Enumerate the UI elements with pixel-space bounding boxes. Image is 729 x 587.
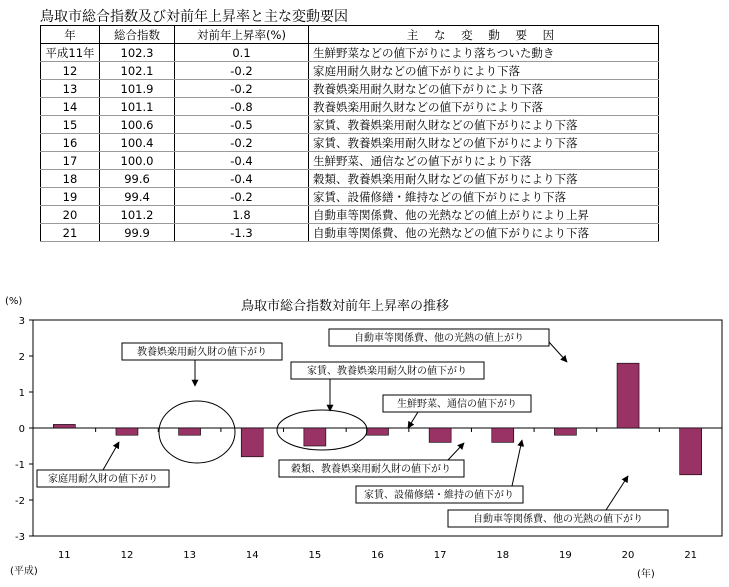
cell-index: 100.6 bbox=[100, 116, 175, 134]
cell-rate: -0.2 bbox=[175, 188, 309, 206]
cell-factor: 自動車等関係費、他の光熱などの値下がりにより下落 bbox=[309, 224, 659, 242]
bar-18 bbox=[492, 428, 514, 442]
cell-factor: 生鮮野菜、通信などの値下がりにより下落 bbox=[309, 152, 659, 170]
cell-rate: 0.1 bbox=[175, 44, 309, 62]
table-row bbox=[41, 80, 659, 98]
header-year: 年 bbox=[41, 26, 100, 44]
cell-factor: 家賃、設備修繕・維持などの値下がりにより下落 bbox=[309, 188, 659, 206]
cell-year: 17 bbox=[41, 152, 100, 170]
bar-13 bbox=[179, 428, 201, 435]
table-row bbox=[41, 206, 659, 224]
cell-index: 100.4 bbox=[100, 134, 175, 152]
callout-18 bbox=[279, 443, 464, 477]
cell-factor: 自動車等関係費、他の光熱などの値上がりにより上昇 bbox=[309, 206, 659, 224]
y-tick-label: -1 bbox=[15, 460, 25, 471]
cell-factor: 穀類、教養娯楽用耐久財などの値下がりにより下落 bbox=[309, 170, 659, 188]
price-index-table bbox=[40, 25, 659, 242]
header-rate: 対前年上昇率(%) bbox=[175, 26, 309, 44]
cell-year: 20 bbox=[41, 206, 100, 224]
x-axis-unit-right: (年) bbox=[637, 569, 655, 580]
bar-16 bbox=[367, 428, 389, 435]
table-row bbox=[41, 98, 659, 116]
cell-year: 19 bbox=[41, 188, 100, 206]
cell-year: 13 bbox=[41, 80, 100, 98]
x-tick-label: 11 bbox=[57, 550, 71, 561]
cell-factor: 教養娯楽用耐久財などの値下がりにより下落 bbox=[309, 80, 659, 98]
cell-rate: -0.8 bbox=[175, 98, 309, 116]
cell-factor: 生鮮野菜などの値下がりにより落ちついた動き bbox=[309, 44, 659, 62]
bar-20 bbox=[617, 363, 639, 428]
callout-text: 家庭用耐久財の値下がり bbox=[48, 474, 158, 485]
callout-text: 生鮮野菜、通信の値下がり bbox=[397, 399, 517, 410]
cell-index: 101.1 bbox=[100, 98, 175, 116]
y-tick-label: 2 bbox=[18, 352, 25, 363]
cell-rate: -0.4 bbox=[175, 170, 309, 188]
callout-text: 穀類、教養娯楽用耐久財の値下がり bbox=[291, 464, 451, 475]
table-title: 鳥取市総合指数及び対前年上昇率と主な変動要因 bbox=[40, 9, 348, 25]
bar-17 bbox=[429, 428, 451, 442]
callout-arrow bbox=[549, 342, 567, 362]
cell-index: 100.0 bbox=[100, 152, 175, 170]
x-tick-label: 18 bbox=[496, 550, 510, 561]
callout-13-14 bbox=[122, 343, 282, 386]
cell-index: 101.2 bbox=[100, 206, 175, 224]
callout-12 bbox=[37, 442, 169, 487]
cell-year: 14 bbox=[41, 98, 100, 116]
y-tick-label: -3 bbox=[15, 532, 25, 543]
cell-rate: -0.4 bbox=[175, 152, 309, 170]
callout-arrow bbox=[512, 440, 522, 486]
y-tick-label: 3 bbox=[18, 316, 25, 327]
cell-year: 12 bbox=[41, 62, 100, 80]
y-axis-unit: (%) bbox=[5, 296, 23, 307]
cell-index: 99.9 bbox=[100, 224, 175, 242]
callout-arrow bbox=[103, 442, 119, 470]
x-tick-label: 12 bbox=[120, 550, 134, 561]
x-tick-label: 20 bbox=[621, 550, 635, 561]
y-tick-label: 0 bbox=[18, 424, 25, 435]
cell-index: 102.1 bbox=[100, 62, 175, 80]
bar-14 bbox=[241, 428, 263, 457]
callout-17 bbox=[383, 395, 531, 428]
table-row bbox=[41, 134, 659, 152]
cell-factor: 家賃、教養娯楽用耐久財などの値下がりにより下落 bbox=[309, 134, 659, 152]
cell-factor: 教養娯楽用耐久財などの値下がりにより下落 bbox=[309, 98, 659, 116]
x-tick-label: 13 bbox=[183, 550, 196, 561]
cell-rate: -0.2 bbox=[175, 134, 309, 152]
bar-12 bbox=[116, 428, 138, 435]
bar-15 bbox=[304, 428, 326, 446]
x-tick-label: 19 bbox=[559, 550, 572, 561]
table-row bbox=[41, 224, 659, 242]
cell-factor: 家庭用耐久財などの値下がりにより下落 bbox=[309, 62, 659, 80]
table-row bbox=[41, 170, 659, 188]
callout-text: 教養娯楽用耐久財の値下がり bbox=[137, 347, 267, 358]
table-row bbox=[41, 116, 659, 134]
callout-text: 家賃、教養娯楽用耐久財の値下がり bbox=[307, 366, 467, 377]
cell-index: 101.9 bbox=[100, 80, 175, 98]
cell-factor: 家賃、教養娯楽用耐久財などの値下がりにより下落 bbox=[309, 116, 659, 134]
cell-rate: -0.5 bbox=[175, 116, 309, 134]
table-row bbox=[41, 152, 659, 170]
header-factor: 主 な 変 動 要 因 bbox=[309, 26, 659, 44]
cell-rate: -0.2 bbox=[175, 62, 309, 80]
callout-text: 家賃、設備修繕・維持の値下がり bbox=[364, 490, 514, 501]
cell-index: 99.6 bbox=[100, 170, 175, 188]
cell-index: 102.3 bbox=[100, 44, 175, 62]
callout-text: 自動車等関係費、他の光熱の値下がり bbox=[473, 514, 643, 525]
rate-bar-chart bbox=[0, 290, 729, 587]
callout-text: 自動車等関係費、他の光熱の値上がり bbox=[354, 333, 524, 344]
callout-arrow bbox=[606, 476, 628, 510]
bar-21 bbox=[680, 428, 702, 475]
x-tick-label: 21 bbox=[684, 550, 698, 561]
table-header-row bbox=[41, 26, 659, 44]
callout-arrow bbox=[448, 443, 464, 460]
x-tick-label: 16 bbox=[371, 550, 384, 561]
chart-title: 鳥取市総合指数対前年上昇率の推移 bbox=[240, 299, 450, 314]
cell-rate: -1.3 bbox=[175, 224, 309, 242]
header-index: 総合指数 bbox=[100, 26, 175, 44]
y-tick-label: 1 bbox=[18, 388, 25, 399]
table-row bbox=[41, 188, 659, 206]
cell-rate: 1.8 bbox=[175, 206, 309, 224]
y-tick-label: -2 bbox=[15, 496, 25, 507]
cell-rate: -0.2 bbox=[175, 80, 309, 98]
callout-arrow bbox=[408, 412, 418, 428]
cell-index: 99.4 bbox=[100, 188, 175, 206]
cell-year: 15 bbox=[41, 116, 100, 134]
x-tick-label: 15 bbox=[308, 550, 322, 561]
table-row bbox=[41, 44, 659, 62]
cell-year: 16 bbox=[41, 134, 100, 152]
cell-year: 18 bbox=[41, 170, 100, 188]
cell-year: 平成11年 bbox=[41, 44, 100, 62]
bar-19 bbox=[554, 428, 576, 435]
x-axis-unit-left: (平成) bbox=[10, 566, 38, 577]
x-tick-label: 14 bbox=[245, 550, 259, 561]
bar-11 bbox=[53, 424, 75, 428]
table-row bbox=[41, 62, 659, 80]
x-tick-label: 17 bbox=[433, 550, 447, 561]
callout-20 bbox=[329, 329, 567, 362]
cell-year: 21 bbox=[41, 224, 100, 242]
